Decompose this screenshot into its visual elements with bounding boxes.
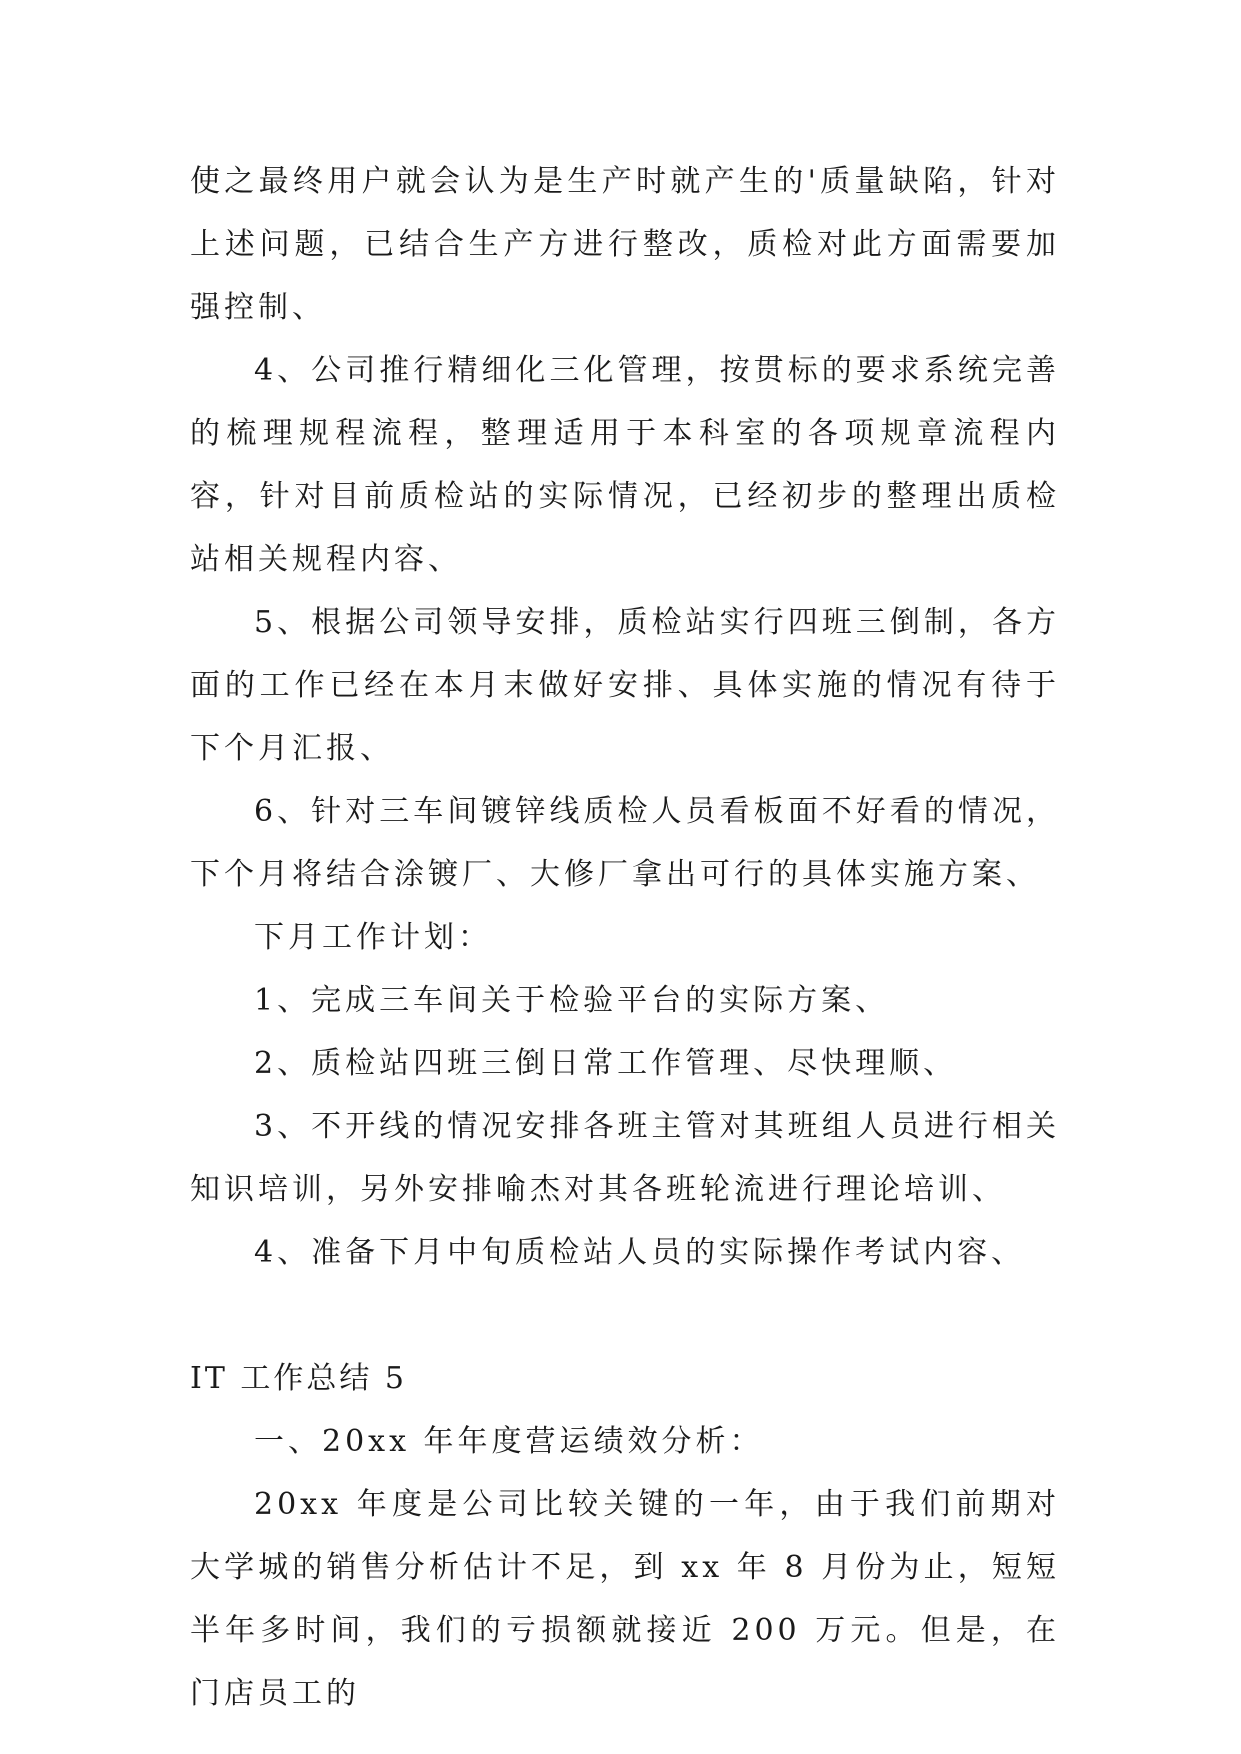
plan-item-2: 2、质检站四班三倒日常工作管理、尽快理顺、 xyxy=(254,1046,958,1081)
paragraph-item-6: 6、针对三车间镀锌线质检人员看板面不好看的情况，下个月将结合涂镀厂、大修厂拿出可行的具体实施方案、 xyxy=(190,794,1060,892)
section-spacer xyxy=(190,1284,1060,1347)
paragraph-item-4: 4、公司推行精细化三化管理，按贯标的要求系统完善的梳理规程流程，整理适用于本科室的各项规章流程内容，针对目前质检站的实际情况，已经初步的整理出质检站相关规程内容、 xyxy=(190,353,1060,577)
plan-item-4: 4、准备下月中旬质检站人员的实际操作考试内容、 xyxy=(254,1235,1026,1270)
plan-item-1: 1、完成三车间关于检验平台的实际方案、 xyxy=(254,983,890,1018)
next-month-plan-heading: 下月工作计划： xyxy=(254,920,492,955)
document-body xyxy=(190,150,1060,1725)
paragraph-annual-analysis: 20xx 年度是公司比较关键的一年，由于我们前期对大学城的销售分析估计不足，到 xx 年 8 月份为止，短短半年多时间，我们的亏损额就接近 200 万元。但是，在门店员工的 xyxy=(190,1487,1060,1711)
paragraph-quality-defect: 使之最终用户就会认为是生产时就产生的'质量缺陷，针对上述问题，已结合生产方进行整改，质检对此方面需要加强控制、 xyxy=(190,164,1060,325)
section-title: IT 工作总结 5 xyxy=(190,1361,408,1396)
plan-item-3: 3、不开线的情况安排各班主管对其班组人员进行相关知识培训，另外安排喻杰对其各班轮流进行理论培训、 xyxy=(190,1109,1060,1207)
paragraph-item-5: 5、根据公司领导安排，质检站实行四班三倒制，各方面的工作已经在本月末做好安排、具体实施的情况有待于下个月汇报、 xyxy=(190,605,1060,766)
analysis-heading: 一、20xx 年年度营运绩效分析： xyxy=(254,1424,764,1459)
